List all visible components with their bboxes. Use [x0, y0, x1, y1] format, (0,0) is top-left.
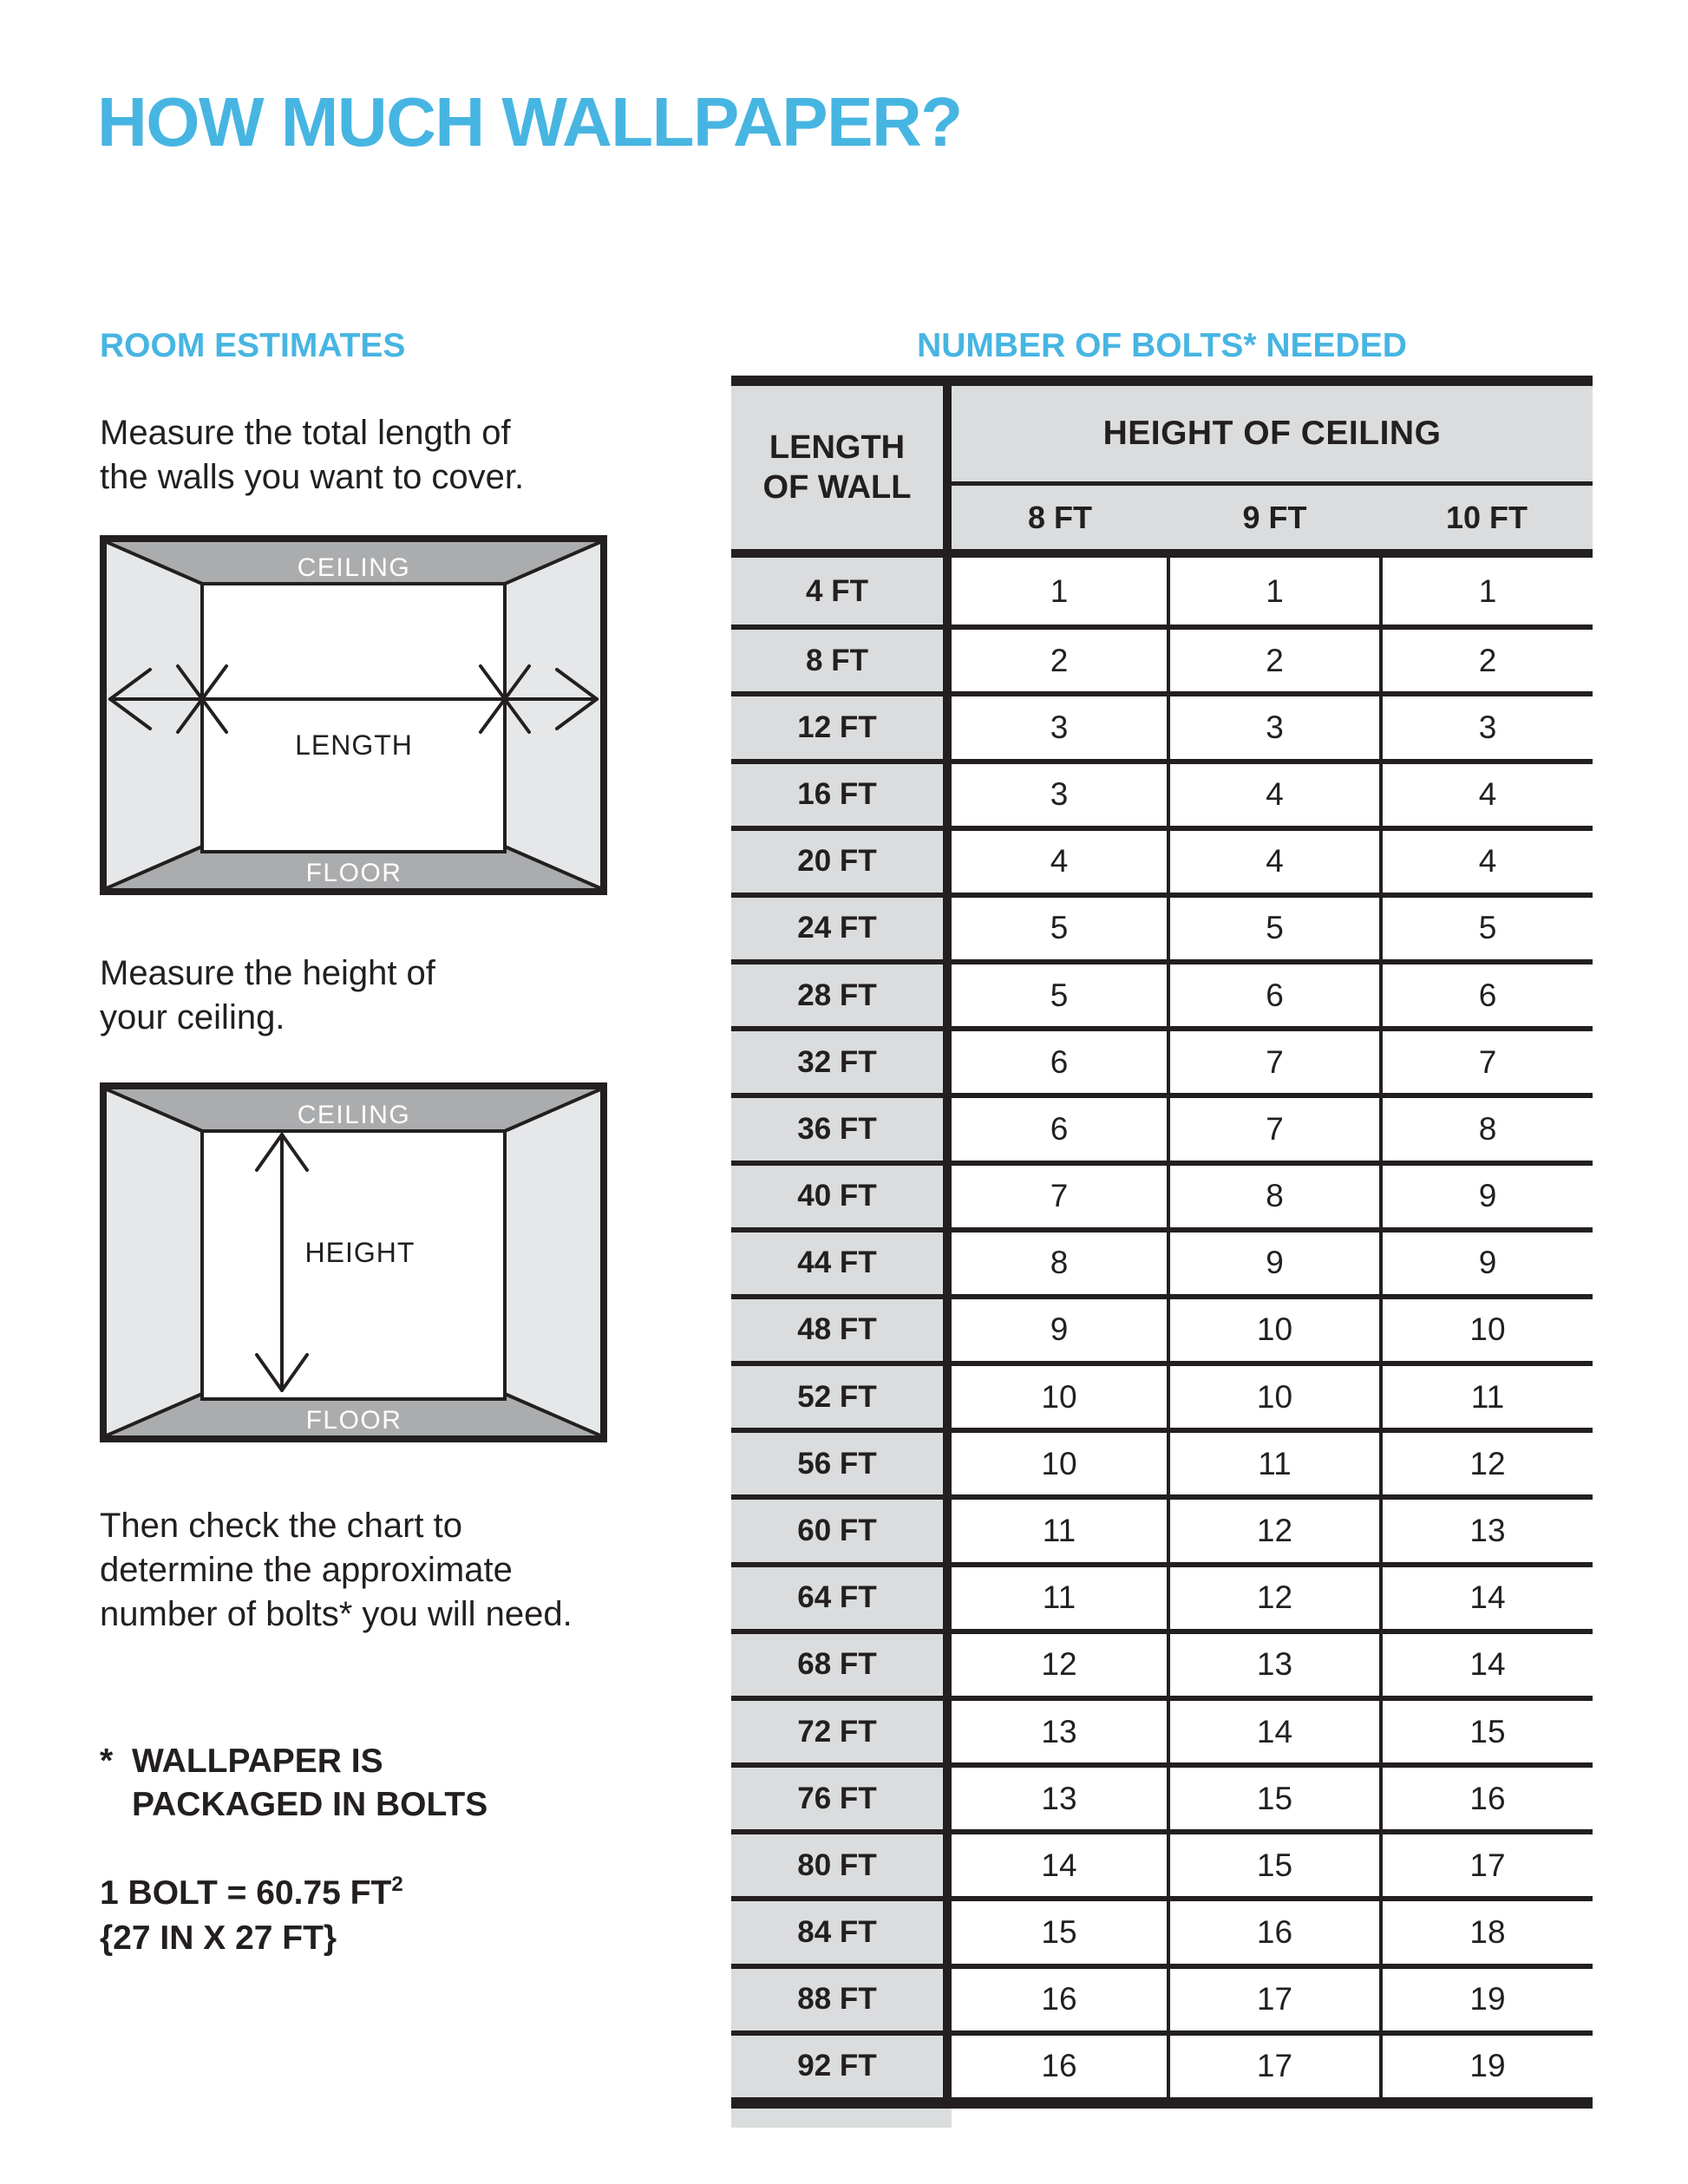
bolt-count-cell: 18 [1383, 1901, 1593, 1963]
bolt-count-cell: 10 [1170, 1299, 1379, 1361]
row-label: 4 FT [731, 558, 943, 624]
row-divider [943, 1567, 952, 1629]
row-divider [943, 1031, 952, 1093]
row-label: 32 FT [731, 1031, 943, 1093]
room-height-diagram [100, 1082, 607, 1442]
row-group-header: LENGTH OF WALL [762, 429, 912, 506]
bolt-count-cell: 8 [952, 1233, 1167, 1294]
row-divider [943, 1366, 952, 1428]
bolt-count-cell: 1 [952, 558, 1167, 624]
column-header: 8 FT [1027, 499, 1092, 535]
bolt-count-cell: 7 [1170, 1031, 1379, 1093]
room-length-diagram [100, 535, 607, 895]
table-row [731, 1562, 1593, 1629]
footnote-line: WALLPAPER IS [132, 1743, 383, 1780]
row-divider [943, 1634, 952, 1696]
measure-length-instruction [100, 411, 524, 500]
table-row [731, 1696, 1593, 1762]
bolt-count-cell: 10 [1383, 1299, 1593, 1361]
bolt-count-cell: 13 [952, 1768, 1167, 1829]
bolt-count-cell: 12 [1170, 1567, 1379, 1629]
bolt-count-cell: 13 [952, 1701, 1167, 1762]
bolt-count-cell: 4 [1170, 764, 1379, 826]
row-divider [943, 898, 952, 959]
header-divider [943, 386, 952, 549]
bolt-count-cell: 6 [952, 1031, 1167, 1093]
instruction-line: number of bolts* you will need. [100, 1595, 572, 1633]
bolt-count-cell: 14 [1383, 1567, 1593, 1629]
bolt-count-cell: 7 [1170, 1098, 1379, 1160]
back-wall [202, 584, 505, 852]
left-wall [107, 1089, 202, 1435]
bolt-count-cell: 12 [1170, 1500, 1379, 1561]
bolt-count-cell: 3 [1170, 696, 1379, 758]
bolt-count-cell: 3 [1383, 696, 1593, 758]
table-row [731, 624, 1593, 691]
bolt-count-cell: 14 [1383, 1634, 1593, 1696]
row-divider [943, 831, 952, 893]
row-divider [943, 630, 952, 691]
table-top-rule [731, 376, 1593, 386]
bolt-count-cell: 9 [1383, 1166, 1593, 1227]
floor-label: FLOOR [305, 1406, 402, 1435]
row-label: 16 FT [731, 764, 943, 826]
bolt-count-cell: 5 [1383, 898, 1593, 959]
bolts-needed-heading: NUMBER OF BOLTS* NEEDED [917, 327, 1407, 364]
footnote-line: PACKAGED IN BOLTS [132, 1786, 488, 1823]
table-row [731, 959, 1593, 1026]
bolt-count-cell: 3 [952, 696, 1167, 758]
bolt-count-cell: 10 [1170, 1366, 1379, 1428]
right-wall [505, 1089, 600, 1435]
left-wall [107, 542, 202, 888]
row-label: 84 FT [731, 1901, 943, 1963]
bolt-count-cell: 5 [1170, 898, 1379, 959]
row-label: 24 FT [731, 898, 943, 959]
table-row [731, 759, 1593, 826]
bolt-count-cell: 6 [1383, 964, 1593, 1026]
table-row [731, 1829, 1593, 1896]
row-divider [943, 1500, 952, 1561]
row-label: 80 FT [731, 1834, 943, 1896]
bolt-count-cell: 11 [952, 1567, 1167, 1629]
column-headers [952, 486, 1593, 549]
table-row [731, 2030, 1593, 2097]
bolt-count-cell: 19 [1383, 1969, 1593, 2030]
row-label: 28 FT [731, 964, 943, 1026]
table-row [731, 1093, 1593, 1160]
row-divider [943, 1098, 952, 1160]
bolt-count-cell: 11 [1170, 1433, 1379, 1494]
instruction-line: determine the approximate [100, 1551, 513, 1589]
row-label: 52 FT [731, 1366, 943, 1428]
instruction-line: the walls you want to cover. [100, 458, 525, 496]
instruction-line: Then check the chart to [100, 1507, 463, 1545]
row-label: 56 FT [731, 1433, 943, 1494]
bolt-count-cell: 15 [1170, 1768, 1379, 1829]
bolt-count-cell: 16 [1170, 1901, 1379, 1963]
bolt-dimensions: {27 IN X 27 FT} [100, 1919, 337, 1957]
instruction-line: Measure the height of [100, 954, 435, 992]
row-divider [943, 1233, 952, 1294]
bolt-count-cell: 3 [952, 764, 1167, 826]
bolt-count-cell: 16 [952, 1969, 1167, 2030]
bolt-count-cell: 6 [1170, 964, 1379, 1026]
row-label: 44 FT [731, 1233, 943, 1294]
row-divider [943, 1969, 952, 2030]
row-label: 92 FT [731, 2036, 943, 2097]
bolt-count-cell: 17 [1383, 1834, 1593, 1896]
bolt-count-cell: 8 [1170, 1166, 1379, 1227]
bolt-count-cell: 1 [1383, 558, 1593, 624]
header-bottom-rule [731, 549, 1593, 558]
table-header [731, 386, 1593, 549]
table-footer-tab [731, 2109, 952, 2128]
bolt-count-cell: 13 [1170, 1634, 1379, 1696]
table-row [731, 1428, 1593, 1494]
floor-label: FLOOR [305, 859, 402, 887]
right-wall [505, 542, 600, 888]
bolt-count-cell: 7 [1383, 1031, 1593, 1093]
bolts-table [731, 376, 1593, 2128]
bolt-count-cell: 1 [1170, 558, 1379, 624]
bolt-count-cell: 10 [952, 1433, 1167, 1494]
bolt-count-cell: 9 [952, 1299, 1167, 1361]
bolt-count-cell: 9 [1383, 1233, 1593, 1294]
bolt-count-cell: 8 [1383, 1098, 1593, 1160]
page-title: HOW MUCH WALLPAPER? [97, 83, 962, 160]
bolt-count-cell: 15 [1170, 1834, 1379, 1896]
bolt-count-cell: 4 [952, 831, 1167, 893]
bolt-count-cell: 2 [952, 630, 1167, 691]
squared-superscript: 2 [391, 1873, 403, 1896]
footnote-asterisk: * [100, 1743, 114, 1780]
row-label: 48 FT [731, 1299, 943, 1361]
measure-height-instruction [100, 951, 435, 1040]
row-divider [943, 696, 952, 758]
row-label: 12 FT [731, 696, 943, 758]
bolt-count-cell: 12 [952, 1634, 1167, 1696]
row-label: 8 FT [731, 630, 943, 691]
row-label: 68 FT [731, 1634, 943, 1696]
row-label: 60 FT [731, 1500, 943, 1561]
table-row [731, 1896, 1593, 1963]
row-divider [943, 1834, 952, 1896]
row-label: 72 FT [731, 1701, 943, 1762]
table-row [731, 1294, 1593, 1361]
row-divider [943, 1433, 952, 1494]
row-label: 36 FT [731, 1098, 943, 1160]
bolt-count-cell: 10 [952, 1366, 1167, 1428]
bolt-count-cell: 5 [952, 964, 1167, 1026]
column-group-header: HEIGHT OF CEILING [1102, 415, 1442, 452]
length-label: LENGTH [295, 729, 413, 761]
bolt-count-cell: 13 [1383, 1500, 1593, 1561]
bolt-count-cell: 16 [952, 2036, 1167, 2097]
bolts-table-body [731, 558, 1593, 2097]
table-row [731, 1227, 1593, 1294]
bolt-equation: 1 BOLT = 60.75 $FT^2$ [100, 1873, 403, 1912]
row-divider [943, 1701, 952, 1762]
bolt-count-cell: 19 [1383, 2036, 1593, 2097]
table-row [731, 1161, 1593, 1227]
height-label: HEIGHT [304, 1237, 415, 1268]
bolts-footnote [100, 1740, 487, 1827]
bolt-count-cell: 15 [952, 1901, 1167, 1963]
bolt-count-cell: 11 [952, 1500, 1167, 1561]
bolt-count-cell: 17 [1170, 1969, 1379, 2030]
column-header: 9 FT [1242, 499, 1307, 535]
row-divider [943, 764, 952, 826]
row-divider [943, 2036, 952, 2097]
table-row [731, 1629, 1593, 1696]
table-row [731, 1494, 1593, 1561]
bolt-count-cell: 2 [1170, 630, 1379, 691]
column-header: 10 FT [1445, 499, 1528, 535]
table-row [731, 893, 1593, 959]
row-label: 40 FT [731, 1166, 943, 1227]
room-estimates-heading: ROOM ESTIMATES [100, 327, 406, 364]
row-label: 20 FT [731, 831, 943, 893]
bolt-count-cell: 14 [1170, 1701, 1379, 1762]
row-label: 64 FT [731, 1567, 943, 1629]
instruction-line: your ceiling. [100, 998, 285, 1036]
bolt-count-cell: 16 [1383, 1768, 1593, 1829]
bolt-count-cell: 12 [1383, 1433, 1593, 1494]
bolt-count-cell: 4 [1383, 764, 1593, 826]
instruction-line: Measure the total length of [100, 414, 511, 452]
table-row [731, 1762, 1593, 1829]
bolt-count-cell: 15 [1383, 1701, 1593, 1762]
bolt-count-cell: 5 [952, 898, 1167, 959]
check-chart-instruction [100, 1504, 572, 1637]
row-divider [943, 1768, 952, 1829]
row-divider [943, 1901, 952, 1963]
table-row [731, 1361, 1593, 1428]
row-divider [943, 964, 952, 1026]
row-divider [943, 558, 952, 624]
table-row [731, 1964, 1593, 2030]
bolt-count-cell: 2 [1383, 630, 1593, 691]
row-divider [943, 1166, 952, 1227]
table-bottom-rule [731, 2097, 1593, 2109]
row-label: 76 FT [731, 1768, 943, 1829]
bolt-count-cell: 4 [1383, 831, 1593, 893]
bolt-count-cell: 4 [1170, 831, 1379, 893]
ceiling-label: CEILING [297, 1101, 411, 1129]
row-label: 88 FT [731, 1969, 943, 2030]
bolt-count-cell: 14 [952, 1834, 1167, 1896]
bolt-count-cell: 6 [952, 1098, 1167, 1160]
bolt-count-cell: 7 [952, 1166, 1167, 1227]
table-row [731, 691, 1593, 758]
table-row [731, 826, 1593, 893]
ceiling-label: CEILING [297, 553, 411, 582]
bolt-count-cell: 9 [1170, 1233, 1379, 1294]
table-row [731, 1026, 1593, 1093]
bolt-count-cell: 17 [1170, 2036, 1379, 2097]
bolt-size-info [100, 1862, 403, 1961]
table-row [731, 558, 1593, 624]
bolt-count-cell: 11 [1383, 1366, 1593, 1428]
row-divider [943, 1299, 952, 1361]
